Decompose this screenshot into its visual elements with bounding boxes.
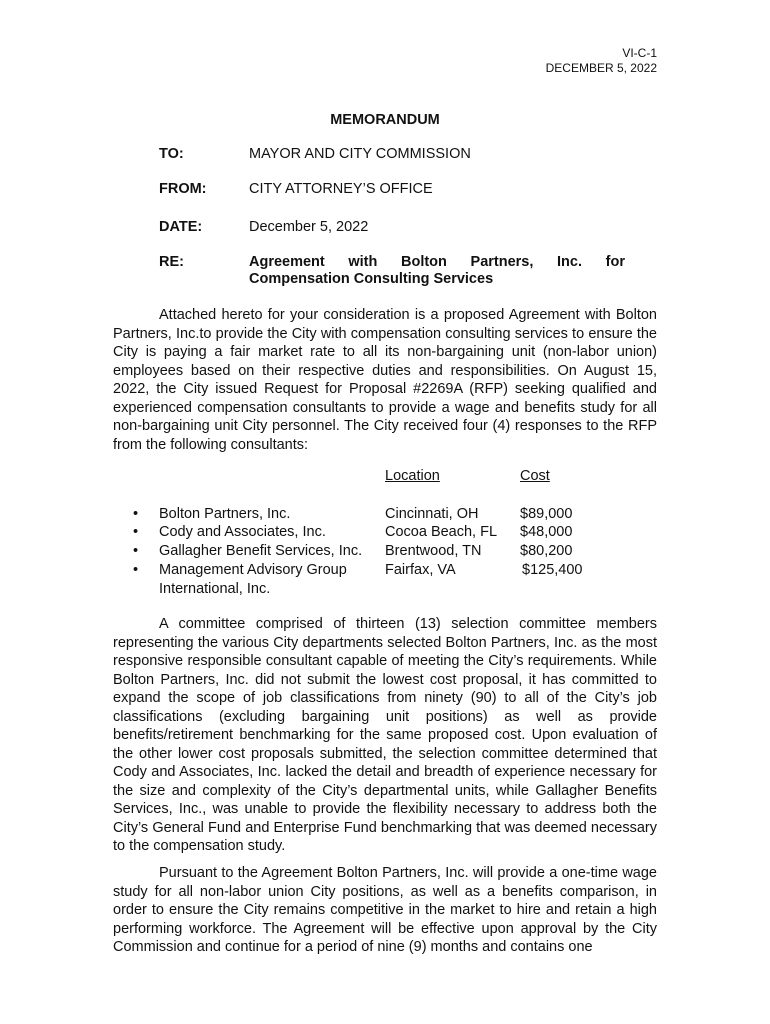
to-label: TO: [159,146,184,162]
consultant-name [159,561,379,598]
intro-paragraph: Attached hereto for your consideration is a proposed Agreement with Bolton Partners, Inc.to provide the City with compensation consulting services to ensure the City is paying a fair market rate to all its non-bargaining unit (non-labor union) employees based on their respective duties and responsibilities. On August 15, 2022, the City issued Request for Proposal #2269A (RFP) seeking qualified and experienced compensation consultants to provide a wage and benefits study for all non-bargaining unit City personnel. The City received four (4) responses to the RFP from the following consultants: [113,307,657,453]
cost-column-header: Cost [520,468,550,484]
re-word: for [605,254,625,270]
date-label: DATE: [159,219,203,235]
consultant-cost: $89,000 [520,506,573,522]
consultant-location: Brentwood, TN [385,543,482,559]
document-reference [546,46,657,76]
consultant-cost: $48,000 [520,524,573,540]
bullet-icon: • [133,562,139,578]
reference-date: DECEMBER 5, 2022 [545,61,657,75]
consultant-name-line1: Management Advisory Group [159,562,347,578]
date-value: December 5, 2022 [249,219,369,235]
reference-code: VI-C-1 [622,46,657,60]
consultant-cost: $125,400 [522,562,583,578]
re-value [249,254,625,288]
consultant-location: Cincinnati, OH [385,506,479,522]
agreement-paragraph: Pursuant to the Agreement Bolton Partners, Inc. will provide a one-time wage study for all non-labor union City positions, as well as a benefits comparison, in order to ensure the City remains competitive in the market to hire and retain a high performing workforce. The Agreement will be effective upon approval by the City Commission and continue for a period of nine (9) months and contains one [113,865,657,955]
from-value: CITY ATTORNEY’S OFFICE [249,181,433,197]
re-word: with [348,254,378,270]
consultant-name-line2: International, Inc. [159,580,271,597]
re-word: Partners, [470,254,534,270]
consultant-location: Cocoa Beach, FL [385,524,498,540]
memo-title: MEMORANDUM [330,112,440,128]
re-label: RE: [159,254,184,270]
re-word: Agreement [249,254,325,270]
consultant-name: Cody and Associates, Inc. [159,524,326,540]
selection-paragraph: A committee comprised of thirteen (13) selection committee members representing the various City departments selected Bolton Partners, Inc. as the most responsive responsible consultant capable of meeting the City’s requirements. While Bolton Partners, Inc. did not submit the lowest cost proposal, it has committed to expand the scope of job classifications from ninety (90) to all of the City’s job classifications (excluding bargaining unit positions) as well as provide benefits/retirement benchmarking for the same proposed cost. Upon evaluation of the other lower cost proposals submitted, the selection committee determined that Cody and Associates, Inc. lacked the detail and breadth of experience necessary for the size and complexity of the City’s departmental units, while Gallagher Benefits Services, Inc., was unable to provide the flexibility necessary to address both the City’s General Fund and Enterprise Fund benchmarking that was deemed necessary to the compensation study. [113,616,657,854]
to-value: MAYOR AND CITY COMMISSION [249,146,471,162]
from-label: FROM: [159,181,207,197]
bullet-icon: • [133,543,139,559]
bullet-icon: • [133,524,139,540]
re-word: Inc. [557,254,583,270]
consultant-location: Fairfax, VA [385,562,456,578]
location-column-header: Location [385,468,440,484]
bullet-icon: • [133,506,139,522]
consultant-name: Bolton Partners, Inc. [159,506,291,522]
re-word: Bolton [401,254,447,270]
re-subject-line2: Compensation Consulting Services [249,271,494,287]
re-subject-line1 [249,254,625,271]
consultant-name: Gallagher Benefit Services, Inc. [159,543,363,559]
consultant-cost: $80,200 [520,543,573,559]
